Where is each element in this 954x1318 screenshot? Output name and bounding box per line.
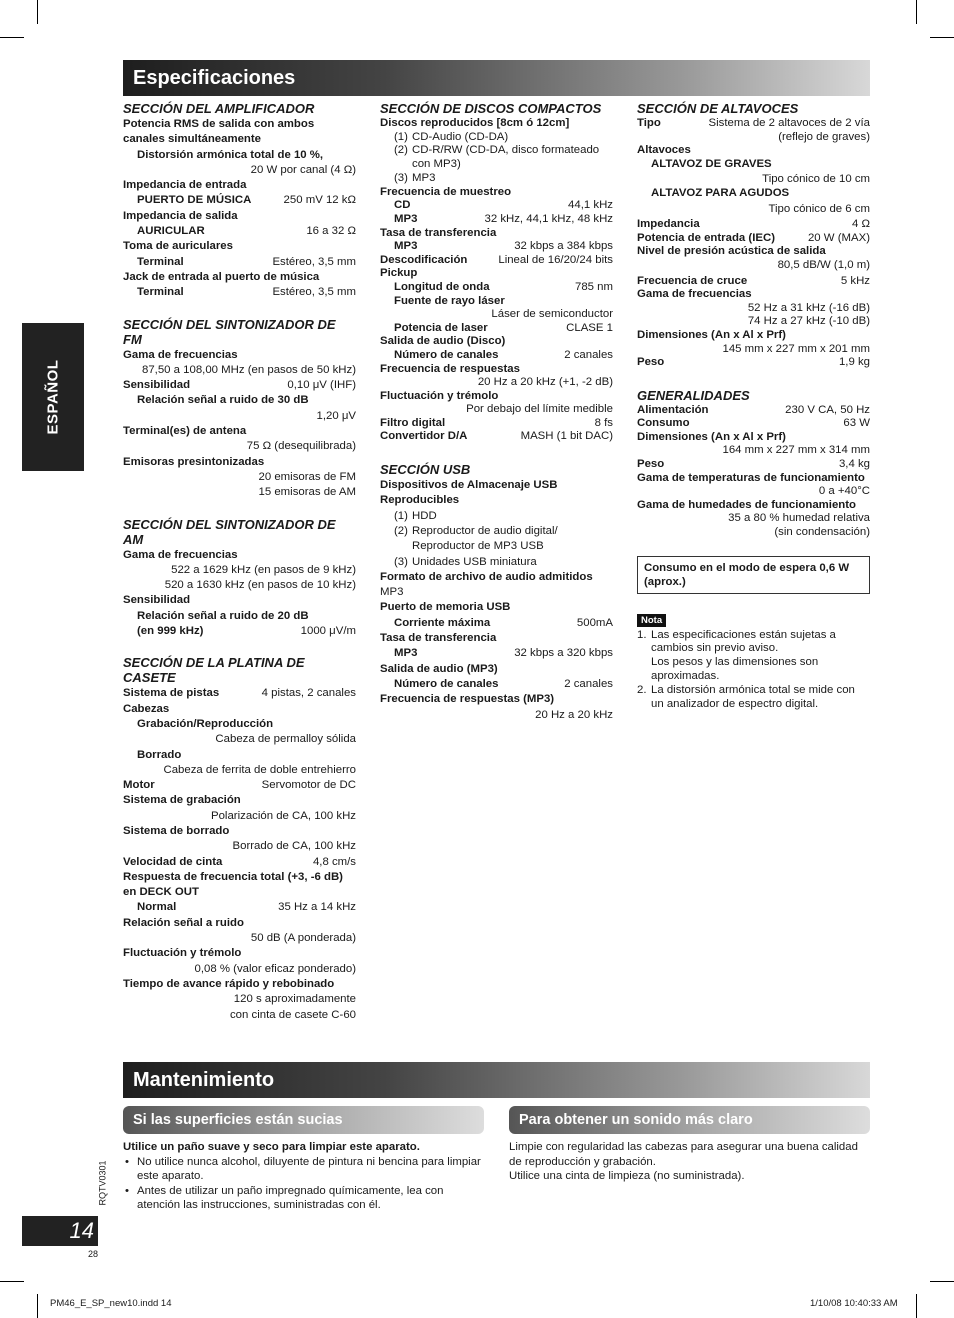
spec-line: Terminal Estéreo, 3,5 mm: [137, 286, 356, 299]
spec-line: 145 mm x 227 mm x 201 mm: [722, 342, 870, 355]
clear-sound-heading: [509, 1106, 870, 1134]
document-code: RQTV0301: [97, 1160, 108, 1206]
spec-line: Distorsión armónica total de 10 %,: [137, 148, 324, 161]
spec-line: Polarización de CA, 100 kHz: [211, 809, 356, 822]
spec-line: Puerto de memoria USB: [380, 601, 511, 614]
section-heading: SECCIÓN DE LA PLATINA DE CASETE: [123, 655, 305, 686]
spec-line: Filtro digital 8 fs: [380, 416, 613, 429]
spec-line: Gama de frecuencias: [637, 288, 752, 301]
spec-line: (2) CD-R/RW (CD-DA, disco formateado con MP3): [394, 144, 600, 171]
maintenance-title: Mantenimiento: [133, 1069, 275, 1091]
spec-line: Longitud de onda 785 nm: [394, 280, 613, 293]
spec-line: Sistema de grabación: [123, 794, 241, 807]
spec-line: 0 a +40°C: [818, 485, 870, 498]
spec-line: Borrado: [137, 748, 182, 761]
spec-line: (2) Reproductor de audio digital/ Reproductor de MP3 USB: [394, 524, 558, 553]
specs-column-2: [380, 101, 613, 723]
spec-line: Cabeza de permalloy sólida: [215, 733, 356, 746]
spec-line: Respuesta de frecuencia total (+3, -6 dB): [123, 870, 343, 883]
spec-line: Sensibilidad 0,10 μV (IHF): [123, 379, 356, 392]
spec-line: (1) HDD: [394, 509, 437, 522]
spec-line: 20 W por canal (4 Ω): [250, 163, 356, 176]
spec-line: 20 Hz a 20 kHz: [535, 708, 613, 721]
spec-line: AURICULAR 16 a 32 Ω: [137, 225, 356, 238]
spec-line: Normal 35 Hz a 14 kHz: [137, 901, 356, 914]
section-heading: SECCIÓN USB: [380, 462, 471, 478]
spec-line: 80,5 dB/W (1,0 m): [777, 258, 870, 271]
spec-line: 74 Hz a 27 kHz (-10 dB): [747, 315, 870, 328]
crop-mark: [0, 37, 24, 38]
section-heading: SECCIÓN DEL SINTONIZADOR DE FM: [123, 316, 336, 347]
spec-line: Velocidad de cinta 4,8 cm/s: [123, 855, 356, 868]
spec-line: Dimensiones (An x Al x Prf): [637, 328, 786, 341]
note-item: 2. La distorsión armónica total se mide con un analizador de espectro digital.: [637, 683, 855, 710]
spec-line: Gama de frecuencias: [123, 348, 238, 361]
spec-line: (en 999 kHz) 1000 μV/m: [137, 625, 356, 638]
spec-line: Número de canales 2 canales: [394, 348, 613, 361]
crop-mark: [0, 1281, 24, 1282]
spec-line: Salida de audio (Disco): [380, 335, 506, 348]
spec-line: Relación señal a ruido: [123, 916, 244, 929]
spec-line: Corriente máxima 500mA: [394, 616, 613, 629]
spec-line: Peso 1,9 kg: [637, 356, 870, 369]
spec-line: (3) MP3: [394, 171, 436, 184]
spec-line: Tasa de transferencia: [380, 632, 497, 645]
spec-line: Potencia de entrada (IEC) 20 W (MAX): [637, 231, 870, 244]
spec-line: Dimensiones (An x Al x Prf): [637, 430, 786, 443]
section-heading: SECCIÓN DE ALTAVOCES: [637, 101, 799, 116]
crop-mark: [37, 1294, 38, 1318]
note-item: 1. Las especificaciones están sujetas a cambios sin previo aviso.: [637, 628, 836, 655]
page-number: 14: [69, 1218, 94, 1243]
footer-timestamp: 1/10/08 10:40:33 AM: [810, 1298, 898, 1309]
standby-power-box: Consumo en el modo de espera 0,6 W (aprox.): [637, 556, 870, 594]
spec-line: Gama de temperaturas de funcionamiento: [637, 471, 865, 484]
spec-line: Relación señal a ruido de 30 dB: [137, 394, 309, 407]
spec-line: Discos reproducidos [8cm ó 12cm]: [380, 117, 570, 129]
spec-line: con cinta de casete C-60: [229, 1008, 356, 1021]
spec-line: Frecuencia de muestreo: [380, 185, 512, 198]
spec-line: PUERTO DE MÚSICA 250 mV 12 kΩ: [137, 194, 356, 207]
dirty-surfaces-instruction: Utilice un paño suave y seco para limpiar este aparato.: [123, 1141, 420, 1153]
spec-line: MP3 32 kbps a 320 kbps: [394, 647, 613, 660]
spec-line: Cabezas: [123, 702, 170, 715]
clear-sound-text: [509, 1140, 870, 1184]
spec-line: Peso 3,4 kg: [637, 458, 870, 471]
spec-line: Frecuencia de cruce 5 kHz: [637, 274, 870, 287]
spec-line: Borrado de CA, 100 kHz: [232, 840, 356, 853]
spec-line: Frecuencia de respuestas: [380, 362, 520, 375]
crop-mark: [930, 37, 954, 38]
spec-line: Pickup: [380, 267, 418, 280]
dirty-surfaces-title: Si las superficies están sucias: [133, 1112, 343, 1128]
spec-line: Toma de auriculares: [123, 240, 233, 253]
spec-line: Salida de audio (MP3): [380, 662, 498, 675]
spec-line: Impedancia 4 Ω: [637, 218, 870, 231]
spec-line: 15 emisoras de AM: [258, 486, 356, 499]
spec-line: Alimentación 230 V CA, 50 Hz: [637, 403, 870, 416]
spec-line: 0,08 % (valor eficaz ponderado): [194, 962, 356, 975]
spec-line: (sin condensación): [774, 526, 870, 539]
spec-line: Fluctuación y trémolo: [123, 947, 242, 960]
clear-sound-title: Para obtener un sonido más claro: [519, 1112, 753, 1128]
spec-line: MP3: [380, 586, 404, 599]
spec-line: ALTAVOZ DE GRAVES: [651, 157, 772, 170]
page-title: Especificaciones: [133, 67, 296, 89]
section-heading: SECCIÓN DEL SINTONIZADOR DE AM: [123, 516, 336, 547]
section-heading: GENERALIDADES: [637, 387, 750, 403]
crop-mark: [916, 0, 917, 24]
footer-filename: PM46_E_SP_new10.indd 14: [50, 1298, 172, 1309]
spec-line: Impedancia de entrada: [123, 179, 247, 192]
section-heading: SECCIÓN DEL AMPLIFICADOR: [123, 101, 315, 116]
spec-line: Formato de archivo de audio admitidos: [380, 570, 593, 583]
spec-line: 20 emisoras de FM: [258, 470, 356, 483]
specs-title-bar: [123, 60, 870, 96]
spec-line: canales simultáneamente: [123, 133, 262, 146]
spec-line: Láser de semiconductor: [491, 308, 613, 321]
crop-mark: [37, 0, 38, 24]
spec-line: Frecuencia de respuestas (MP3): [380, 693, 555, 706]
crop-mark: [930, 1281, 954, 1282]
spec-line: Potencia de laser CLASE 1: [394, 321, 613, 334]
spec-line: Gama de humedades de funcionamiento: [637, 498, 856, 511]
spec-line: Tipo cónico de 6 cm: [768, 202, 870, 215]
spec-line: 50 dB (A ponderada): [250, 932, 356, 945]
spec-line: Convertidor D/A MASH (1 bit DAC): [380, 430, 613, 443]
spec-line: Terminal Estéreo, 3,5 mm: [137, 255, 356, 268]
maintenance-title-bar: [123, 1062, 870, 1098]
spec-line: Tasa de transferencia: [380, 226, 497, 239]
spec-line: Relación señal a ruido de 20 dB: [137, 609, 309, 622]
spec-line: 164 mm x 227 mm x 314 mm: [722, 444, 870, 457]
spec-line: MP3 32 kbps a 384 kbps: [394, 240, 613, 253]
sheet-number: 28: [88, 1249, 99, 1259]
spec-line: Motor Servomotor de DC: [123, 779, 356, 792]
spec-line: Consumo 63 W: [637, 417, 870, 430]
spec-line: 87,50 a 108,00 MHz (en pasos de 50 kHz): [141, 363, 356, 376]
spec-line: Impedancia de salida: [123, 209, 238, 222]
spec-line: CD 44,1 kHz: [394, 199, 613, 212]
spec-line: Fuente de rayo láser: [394, 294, 505, 307]
spec-line: Potencia RMS de salida con ambos: [123, 118, 315, 130]
spec-line: MP3 32 kHz, 44,1 kHz, 48 kHz: [394, 212, 613, 225]
spec-line: Altavoces: [637, 144, 691, 157]
spec-line: (reflejo de graves): [778, 130, 870, 143]
clear-sound-paragraph: Limpie con regularidad las cabezas para asegurar una buena calidad de reproducción y grabación.: [509, 1141, 858, 1168]
spec-line: Descodificación Lineal de 16/20/24 bits: [380, 253, 613, 266]
spec-line: 20 Hz a 20 kHz (+1, -2 dB): [477, 376, 613, 389]
spec-line: Reproducibles: [380, 494, 460, 507]
language-label: ESPAÑOL: [44, 359, 62, 435]
spec-line: ALTAVOZ PARA AGUDOS: [651, 186, 790, 199]
spec-line: Terminal(es) de antena: [123, 425, 247, 438]
spec-line: (1) CD-Audio (CD-DA): [394, 130, 509, 143]
page-number-box: [22, 1216, 98, 1246]
spec-line: 52 Hz a 31 kHz (-16 dB): [747, 301, 870, 314]
spec-line: Cabeza de ferrita de doble entrehierro: [163, 763, 356, 776]
clear-sound-paragraph: Utilice una cinta de limpieza (no suministrada).: [509, 1170, 745, 1183]
spec-line: 35 a 80 % humedad relativa: [728, 512, 870, 525]
note-tag: Nota: [637, 614, 666, 627]
bullet-item: • Antes de utilizar un paño impregnado químicamente, lea con atención las instrucciones, suministradas con él.: [125, 1184, 444, 1212]
spec-line: Tipo cónico de 10 cm: [762, 173, 870, 186]
language-tab: [22, 323, 84, 471]
spec-line: Nivel de presión acústica de salida: [637, 245, 826, 258]
spec-line: Por debajo del límite medible: [466, 403, 613, 416]
crop-mark: [916, 1294, 917, 1318]
specs-column-1: [123, 101, 356, 1023]
spec-line: Tiempo de avance rápido y rebobinado: [123, 977, 335, 990]
spec-line: en DECK OUT: [123, 886, 199, 899]
section-heading: SECCIÓN DE DISCOS COMPACTOS: [380, 101, 602, 116]
spec-line: Emisoras presintonizadas: [123, 455, 265, 468]
spec-line: Gama de frecuencias: [123, 548, 238, 561]
spec-line: 120 s aproximadamente: [233, 993, 356, 1006]
specs-column-3: [637, 101, 870, 711]
spec-line: Tipo Sistema de 2 altavoces de 2 vía: [637, 117, 870, 129]
spec-line: 75 Ω (desequilibrada): [246, 440, 356, 453]
spec-line: (3) Unidades USB miniatura: [394, 555, 537, 568]
dirty-surfaces-heading: [123, 1106, 484, 1134]
spec-line: Sensibilidad: [123, 594, 191, 607]
bullet-item: • No utilice nunca alcohol, diluyente de pintura ni bencina para limpiar este aparato.: [125, 1155, 481, 1183]
spec-line: Sistema de pistas 4 pistas, 2 canales: [123, 687, 356, 700]
spec-line: 520 a 1630 kHz (en pasos de 10 kHz): [164, 579, 356, 592]
spec-line: 522 a 1629 kHz (en pasos de 9 kHz): [171, 563, 356, 576]
spec-line: Fluctuación y trémolo: [380, 389, 499, 402]
spec-line: Jack de entrada al puerto de música: [123, 270, 320, 283]
spec-line: Sistema de borrado: [123, 824, 230, 837]
spec-line: Dispositivos de Almacenaje USB: [380, 479, 558, 492]
spec-line: Grabación/Reproducción: [137, 717, 274, 730]
dirty-surfaces-text: [123, 1140, 484, 1213]
note-item: Los pesos y las dimensiones son aproximadas.: [651, 656, 819, 683]
spec-line: 1,20 μV: [316, 409, 356, 422]
spec-line: Número de canales 2 canales: [394, 677, 613, 690]
